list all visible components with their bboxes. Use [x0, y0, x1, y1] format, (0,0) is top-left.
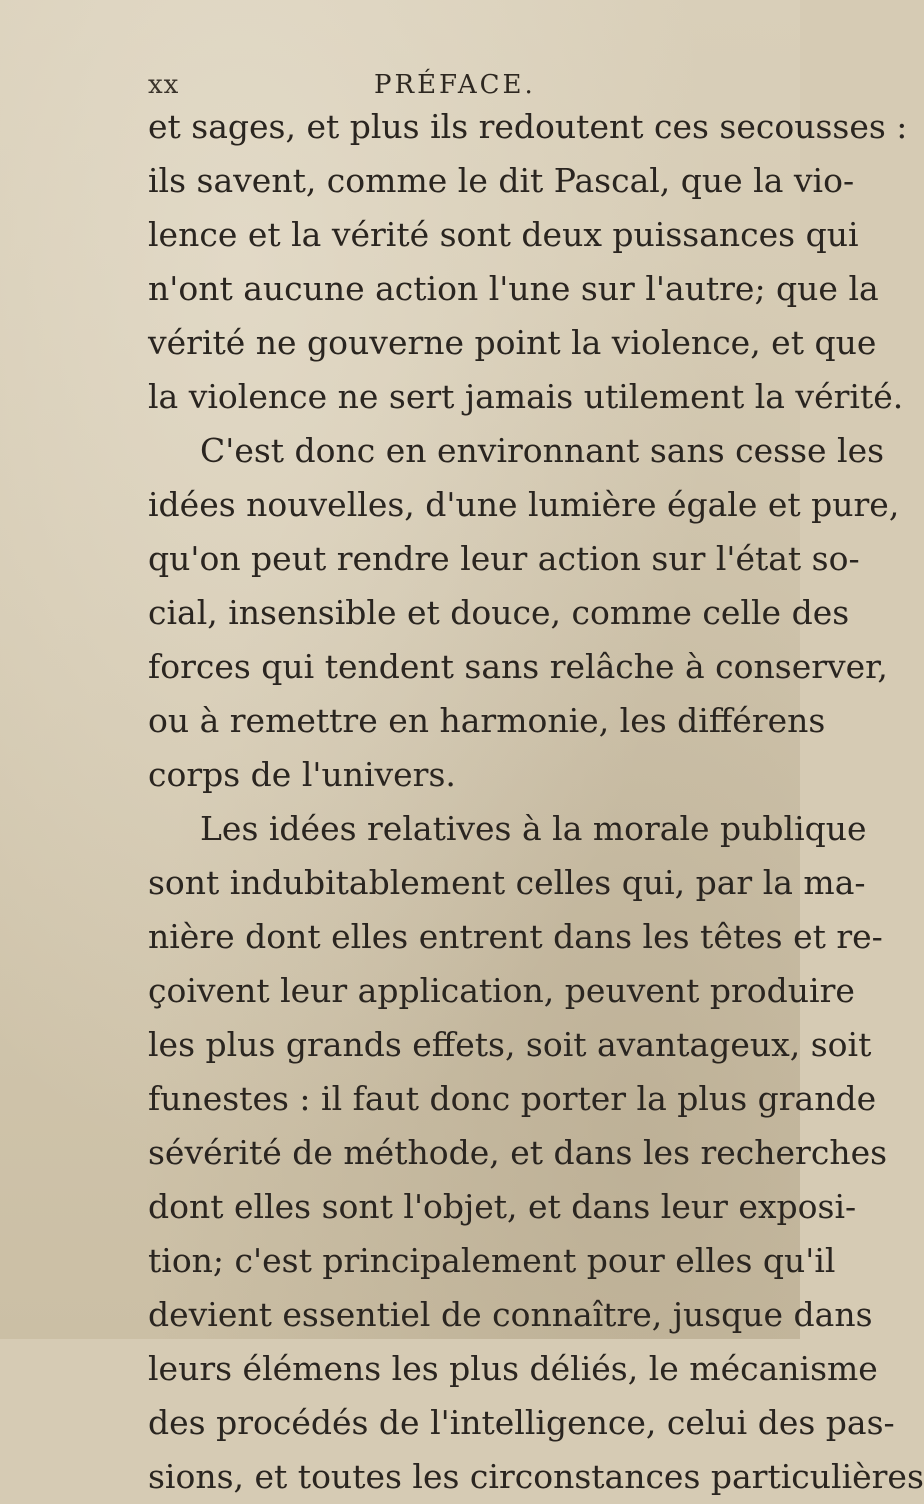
text-line: corps de l'univers.	[148, 755, 456, 794]
text-line: nière dont elles entrent dans les têtes et re-	[148, 917, 883, 956]
text-line: lence et la vérité sont deux puissances qui	[148, 215, 859, 254]
text-line: vérité ne gouverne point la violence, et que	[148, 323, 877, 362]
text-line: des procédés de l'intelligence, celui des pas-	[148, 1403, 895, 1442]
text-line: devient essentiel de connaître, jusque dans	[148, 1295, 873, 1334]
text-line: tion; c'est principalement pour elles qu'il	[148, 1241, 836, 1280]
text-line: ils savent, comme le dit Pascal, que la vio-	[148, 161, 855, 200]
paragraph-start-line: C'est donc en environnant sans cesse les	[200, 431, 885, 470]
text-line: cial, insensible et douce, comme celle des	[148, 593, 850, 632]
text-line: sions, et toutes les circonstances particulières	[148, 1457, 924, 1496]
text-line: n'ont aucune action l'une sur l'autre; que la	[148, 269, 879, 308]
body-text	[148, 100, 924, 1504]
text-line: funestes : il faut donc porter la plus grande	[148, 1079, 877, 1118]
text-line: qu'on peut rendre leur action sur l'état so-	[148, 539, 860, 578]
text-line: les plus grands effets, soit avantageux, soit	[148, 1025, 872, 1064]
running-title: PRÉFACE.	[374, 70, 536, 100]
text-line: sont indubitablement celles qui, par la ma-	[148, 863, 866, 902]
text-line: la violence ne sert jamais utilement la vérité.	[148, 377, 904, 416]
text-line: ou à remettre en harmonie, les différens	[148, 701, 826, 740]
page-number: xx	[148, 70, 180, 100]
text-line: leurs élémens les plus déliés, le mécanisme	[148, 1349, 878, 1388]
text-line: et sages, et plus ils redoutent ces secousses :	[148, 107, 908, 146]
text-line: forces qui tendent sans relâche à conserver,	[148, 647, 888, 686]
text-line: idées nouvelles, d'une lumière égale et pure,	[148, 485, 900, 524]
paragraph-start-line: Les idées relatives à la morale publique	[200, 809, 867, 848]
text-line: dont elles sont l'objet, et dans leur exposi-	[148, 1187, 857, 1226]
text-line: çoivent leur application, peuvent produire	[148, 971, 855, 1010]
text-line: sévérité de méthode, et dans les recherches	[148, 1133, 888, 1172]
